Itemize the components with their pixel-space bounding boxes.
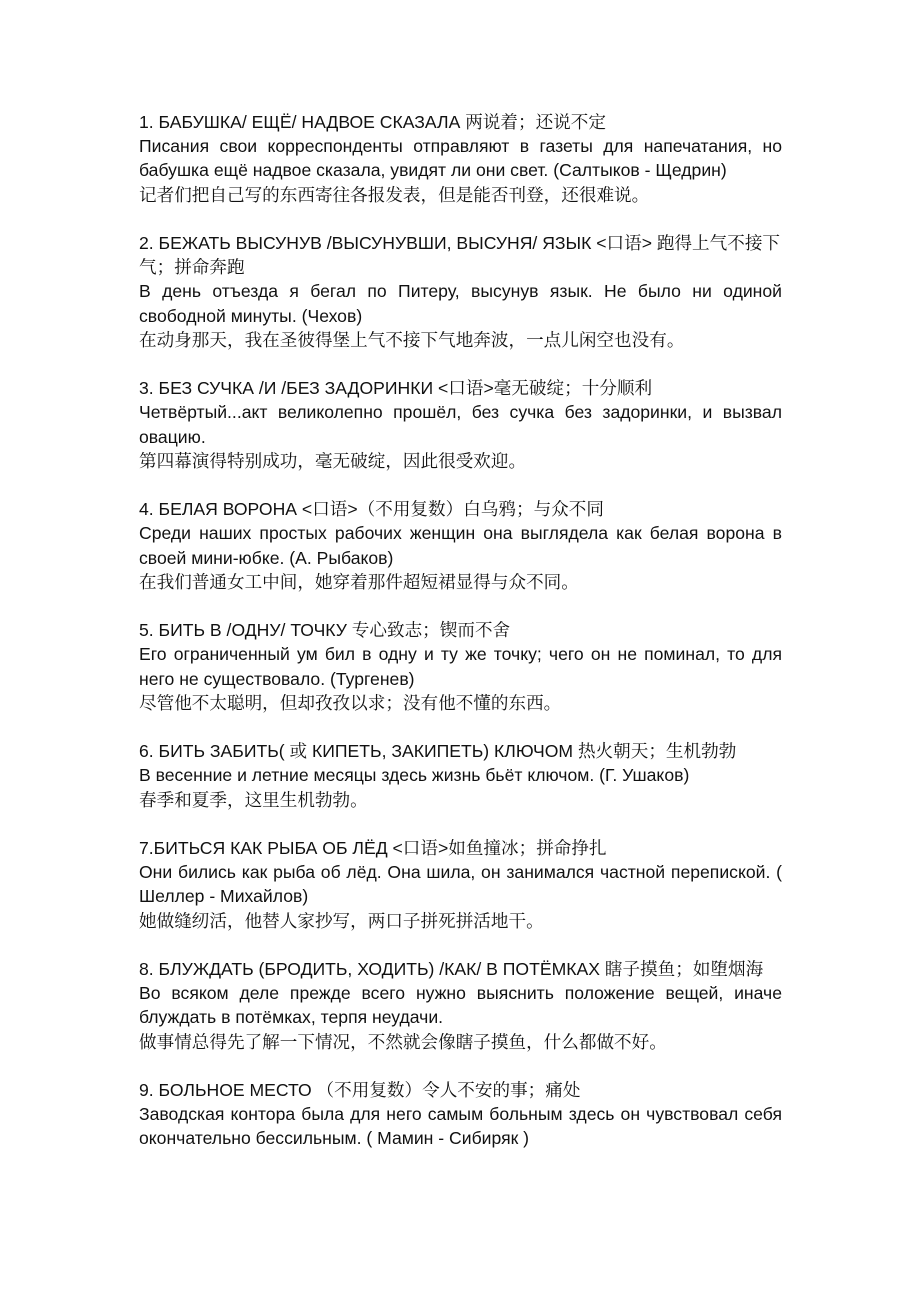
example-sentence: Среди наших простых рабочих женщин она выглядела как белая ворона в своей мини-юбке. (А. Рыбаков): [139, 523, 782, 568]
example-sentence: Заводская контора была для него самым больным здесь он чувствовал себя окончательно бессильным. ( Мамин - Сибиряк ): [139, 1104, 782, 1149]
chinese-translation: 在动身那天，我在圣彼得堡上气不接下气地奔波，一点儿闲空也没有。: [139, 329, 685, 350]
idiom-entry-6: [139, 739, 782, 812]
idiom-heading: 6. БИТЬ ЗАБИТЬ( 或 КИПЕТЬ, ЗАКИПЕТЬ) КЛЮЧОМ 热火朝天；生机勃勃: [139, 741, 737, 762]
example-sentence: В день отъезда я бегал по Питеру, высунув язык. Не было ни одиной свободной минуты. (Чехов): [139, 281, 782, 326]
example-sentence: Четвёртый...акт великолепно прошёл, без сучка без задоринки, и вызвал овацию.: [139, 402, 782, 447]
chinese-translation: 在我们普通女工中间，她穿着那件超短裙显得与众不同。: [139, 571, 579, 592]
chinese-translation: 做事情总得先了解一下情况，不然就会像瞎子摸鱼，什么都做不好。: [139, 1031, 667, 1052]
idiom-entry-7: [139, 836, 782, 933]
idiom-heading: 3. БЕЗ СУЧКА /И /БЕЗ ЗАДОРИНКИ <口语>毫无破绽；十分顺利: [139, 378, 653, 399]
document-page: [139, 110, 782, 1175]
chinese-translation: 尽管他不太聪明，但却孜孜以求；没有他不懂的东西。: [139, 692, 562, 713]
chinese-translation: 她做缝纫活，他替人家抄写，两口子拼死拼活地干。: [139, 910, 544, 931]
idiom-heading: 9. БОЛЬНОЕ МЕСТО （不用复数）令人不安的事；痛处: [139, 1080, 581, 1100]
idiom-heading: 8. БЛУЖДАТЬ (БРОДИТЬ, ХОДИТЬ) /КАК/ В ПОТЁМКАХ 瞎子摸鱼；如堕烟海: [139, 959, 764, 979]
example-sentence: Писания свои корреспонденты отправляют в газеты для напечатания, но бабушка ещё надвое сказала, увидят ли они свет. (Салтыков - Щедрин): [139, 136, 782, 181]
chinese-translation: 记者们把自己写的东西寄往各报发表，但是能否刊登，还很难说。: [139, 184, 650, 205]
idiom-heading: 1. БАБУШКА/ ЕЩЁ/ НАДВОЕ СКАЗАЛА 两说着；还说不定: [139, 112, 606, 132]
example-sentence: Во всяком деле прежде всего нужно выяснить положение вещей, иначе блуждать в потёмках, терпя неудачи.: [139, 983, 782, 1028]
example-sentence: Его ограниченный ум бил в одну и ту же точку; чего он не поминал, то для него не существовало. (Тургенев): [139, 644, 782, 689]
idiom-heading: 5. БИТЬ В /ОДНУ/ ТОЧКУ 专心致志；锲而不舍: [139, 620, 511, 641]
idiom-entry-9: [139, 1078, 782, 1151]
example-sentence: В весенние и летние месяцы здесь жизнь бьёт ключом. (Г. Ушаков): [139, 765, 690, 786]
idiom-entry-3: [139, 376, 782, 473]
chinese-translation: 第四幕演得特别成功，毫无破绽，因此很受欢迎。: [139, 450, 527, 471]
example-sentence: Они бились как рыба об лёд. Она шила, он занимался частной перепиской. ( Шеллер - Михайлов): [139, 862, 782, 907]
idiom-entry-4: [139, 497, 782, 594]
idiom-entry-2: [139, 231, 782, 352]
idiom-heading: 7.БИТЬСЯ КАК РЫБА ОБ ЛЁД <口语>如鱼撞冰；拼命挣扎: [139, 838, 607, 858]
idiom-entry-8: [139, 957, 782, 1054]
idiom-entry-5: [139, 618, 782, 715]
idiom-heading: 2. БЕЖАТЬ ВЫСУНУВ /ВЫСУНУВШИ, ВЫСУНЯ/ ЯЗЫК <口语> 跑得上气不接下气；拼命奔跑: [139, 233, 781, 278]
idiom-heading: 4. БЕЛАЯ ВОРОНА <口语>（不用复数）白乌鸦；与众不同: [139, 499, 604, 520]
chinese-translation: 春季和夏季，这里生机勃勃。: [139, 789, 368, 810]
idiom-entry-1: [139, 110, 782, 207]
